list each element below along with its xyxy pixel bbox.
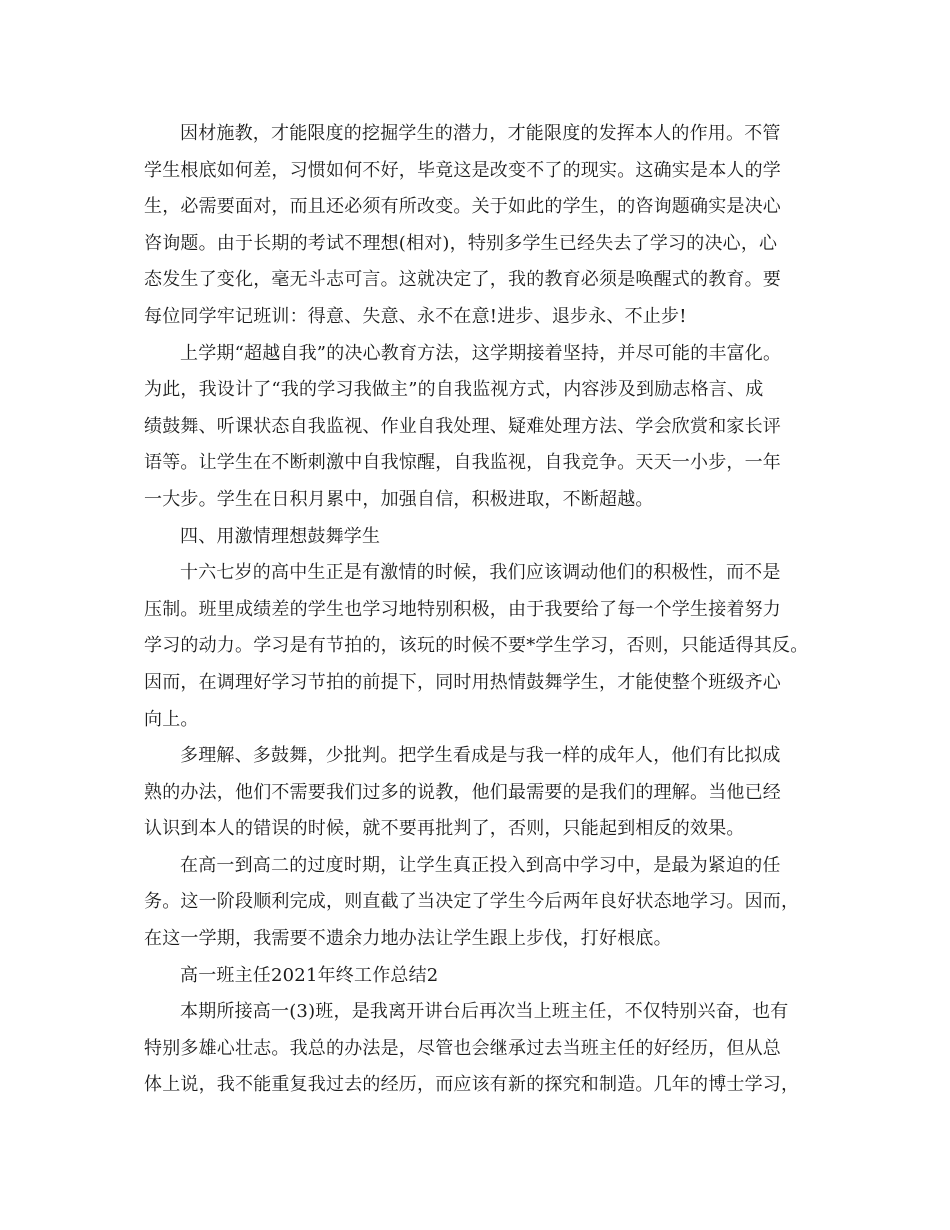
text-line: 学习的动力。学习是有节拍的，该玩的时候不要*学生学习，否则，只能适得其反。 <box>144 635 809 657</box>
text-line: 为此，我设计了“我的学习我做主”的自我监视方式，内容涉及到励志格言、成 <box>144 379 764 401</box>
text-line: 本期所接高一(3)班，是我离开讲台后再次当上班主任，不仅特别兴奋，也有 <box>180 1001 789 1023</box>
text-line: 高一班主任2021年终工作总结2 <box>180 964 439 986</box>
text-line: 上学期“超越自我”的决心教育方法，这学期接着坚持，并尽可能的丰富化。 <box>180 342 782 364</box>
text-line: 熟的办法，他们不需要我们过多的说教，他们最需要的是我们的理解。当他已经 <box>144 781 781 803</box>
text-line: 多理解、多鼓舞，少批判。把学生看成是与我一样的成年人，他们有比拟成 <box>180 745 781 767</box>
text-line: 务。这一阶段顺利完成，则直截了当决定了学生今后两年良好状态地学习。因而， <box>144 891 800 913</box>
text-line: 语等。让学生在不断刺激中自我惊醒，自我监视，自我竞争。天天一小步，一年 <box>144 452 781 474</box>
text-line: 绩鼓舞、听课状态自我监视、作业自我处理、疑难处理方法、学会欣赏和家长评 <box>144 415 781 437</box>
text-line: 向上。 <box>144 708 199 730</box>
text-line: 在这一学期，我需要不遗余力地办法让学生跟上步伐，打好根底。 <box>144 928 672 950</box>
text-line: 咨询题。由于长期的考试不理想(相对)，特别多学生已经失去了学习的决心，心 <box>144 232 778 254</box>
text-line: 因材施教，才能限度的挖掘学生的潜力，才能限度的发挥本人的作用。不管 <box>180 123 781 144</box>
text-line: 因而，在调理好学习节拍的前提下，同时用热情鼓舞学生，才能使整个班级齐心 <box>144 671 781 693</box>
text-line: 认识到本人的错误的时候，就不要再批判了，否则，只能起到相反的效果。 <box>144 818 745 840</box>
text-line: 压制。班里成绩差的学生也学习地特别积极，由于我要给了每一个学生接着努力 <box>144 598 781 620</box>
text-line: 生，必需要面对，而且还必须有所改变。关于如此的学生，的咨询题确实是决心 <box>144 196 781 218</box>
text-line: 特别多雄心壮志。我总的办法是，尽管也会继承过去当班主任的好经历，但从总 <box>144 1037 781 1059</box>
text-line: 在高一到高二的过度时期，让学生真正投入到高中学习中，是最为紧迫的任 <box>180 854 781 876</box>
text-line: 每位同学牢记班训：得意、失意、永不在意!进步、退步永、不止步! <box>144 305 687 327</box>
text-line: 态发生了变化，毫无斗志可言。这就决定了，我的教育必须是唤醒式的教育。要 <box>144 269 781 291</box>
text-line: 一大步。学生在日积月累中，加强自信，积极进取，不断超越。 <box>144 488 654 510</box>
text-line: 体上说，我不能重复我过去的经历，而应该有新的探究和制造。几年的博士学习， <box>144 1074 800 1096</box>
text-line: 四、用激情理想鼓舞学生 <box>180 525 381 547</box>
text-line: 学生根底如何差，习惯如何不好，毕竟这是改变不了的现实。这确实是本人的学 <box>144 159 781 181</box>
text-line: 十六七岁的高中生正是有激情的时候，我们应该调动他们的积极性，而不是 <box>180 562 781 584</box>
body-text <box>144 116 824 1104</box>
